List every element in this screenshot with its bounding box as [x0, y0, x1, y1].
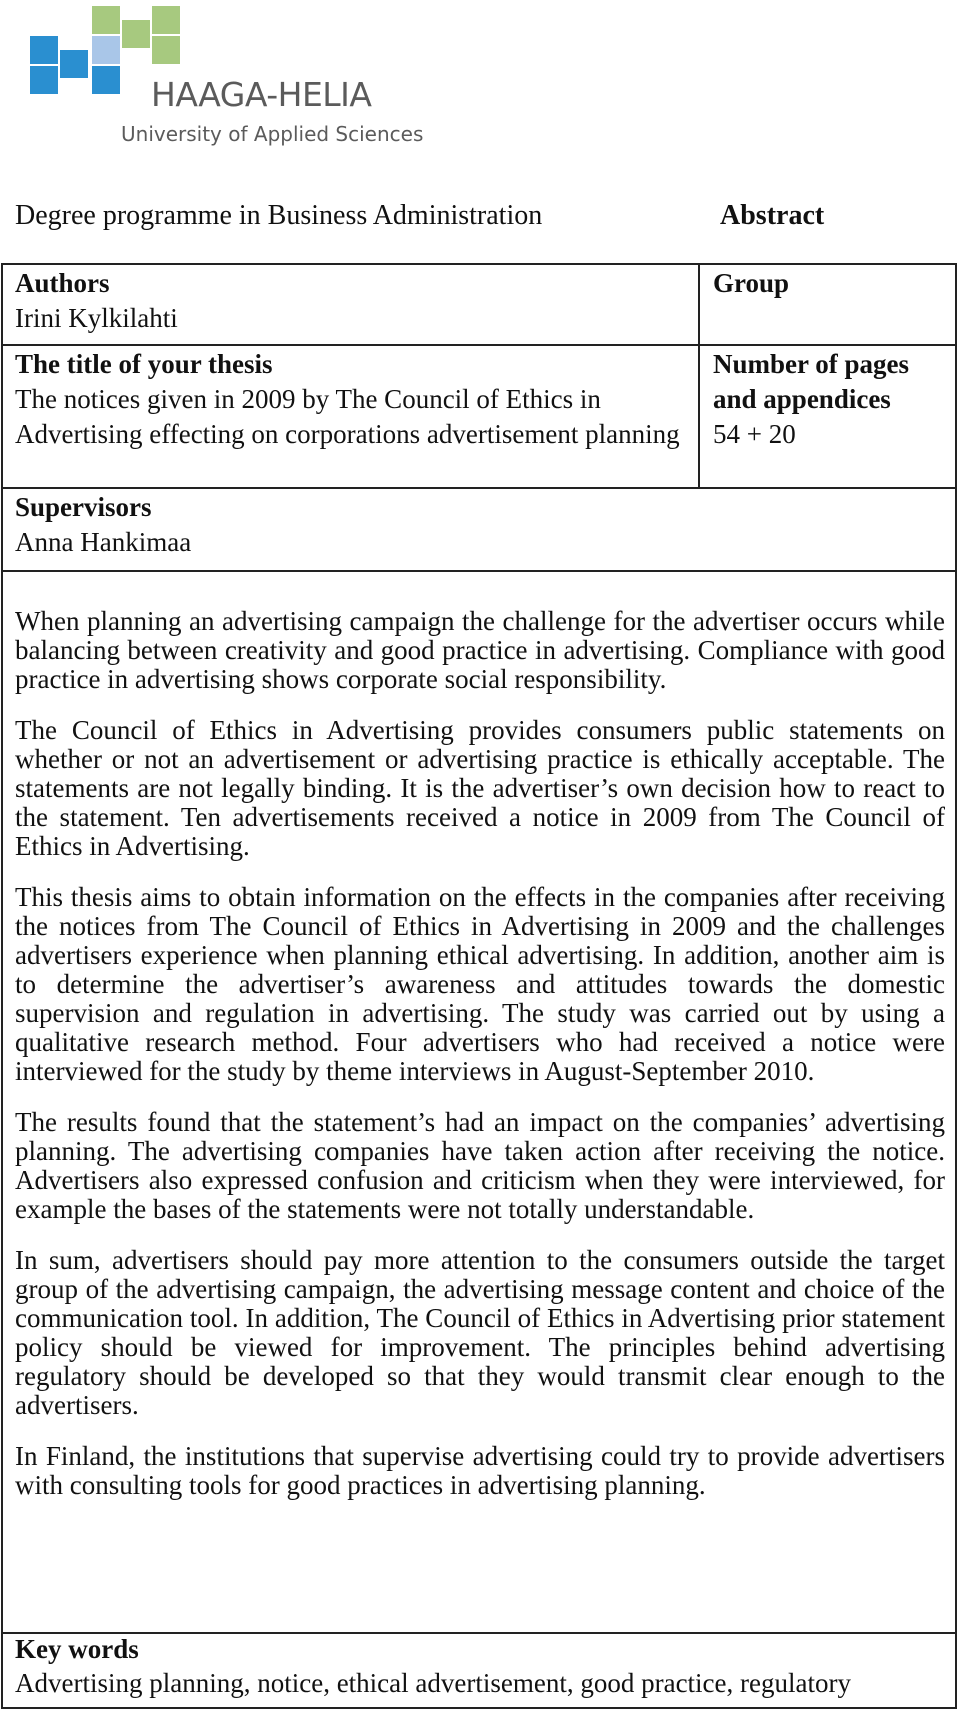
pages-cell — [713, 347, 953, 452]
logo-subtitle: University of Applied Sciences — [121, 122, 424, 146]
logo-name: HAAGA-HELIA — [151, 75, 372, 114]
logo-square — [122, 20, 150, 48]
logo-square — [30, 66, 58, 94]
keywords-value: Advertising planning, notice, ethical advertisement, good practice, regulatory — [15, 1668, 851, 1698]
table-divider — [1, 487, 957, 489]
table-column-divider — [698, 263, 700, 489]
thesis-title-label: The title of your thesis — [15, 349, 273, 379]
logo-square — [92, 6, 120, 34]
supervisors-cell — [15, 490, 945, 560]
abstract-paragraph: In sum, advertisers should pay more attention to the consumers outside the target group of the advertising campaign, the advertising message content and choice of the communication tool. In addition, The Council of Ethics in Advertising prior statement policy should be viewed for improvement. The principles behind advertising regulatory should be developed so that they would transmit clear enough to the advertisers. — [15, 1245, 945, 1420]
abstract-label: Abstract — [720, 200, 825, 231]
logo-square — [92, 66, 120, 94]
table-divider — [1, 570, 957, 572]
supervisors-label: Supervisors — [15, 492, 152, 522]
abstract-paragraph: This thesis aims to obtain information on the effects in the companies after receiving the notices from The Council of Ethics in Advertising in 2009 and the challenges advertisers experience when planning ethical advertising. In addition, another aim is to determine the advertiser’s awareness and attitudes towards the domestic supervision and regulation in advertising. The study was carried out by using a qualitative research method. Four advertisers who had received a notice were interviewed for the study by theme interviews in August-September 2010. — [15, 882, 945, 1086]
thesis-title-value: The notices given in 2009 by The Council of Ethics in Advertising effecting on corporations advertisement planning — [15, 384, 680, 449]
table-divider — [1, 344, 957, 346]
authors-value: Irini Kylkilahti — [15, 303, 178, 333]
keywords-cell — [15, 1632, 950, 1700]
logo-square — [92, 36, 120, 64]
abstract-paragraph: The results found that the statement’s had an impact on the companies’ advertising planning. The advertising companies have taken action after receiving the notice. Advertisers also expressed confusion and criticism when they were interviewed, for example the bases of the statements were not totally understandable. — [15, 1107, 945, 1224]
abstract-paragraph: The Council of Ethics in Advertising provides consumers public statements on whether or not an advertisement or advertising practice is ethically acceptable. The statements are not legally binding. It is the advertiser’s own decision how to react to the statement. Ten advertisements received a notice in 2009 from The Council of Ethics in Advertising. — [15, 715, 945, 861]
abstract-body — [15, 607, 945, 1522]
pages-label: Number of pages and appendices — [713, 349, 910, 414]
haaga-helia-logo — [30, 6, 450, 146]
degree-programme: Degree programme in Business Administration — [15, 200, 543, 231]
abstract-paragraph: In Finland, the institutions that supervise advertising could try to provide advertisers with consulting tools for good practices in advertising planning. — [15, 1441, 945, 1500]
logo-square — [60, 50, 88, 78]
logo-square — [152, 36, 180, 64]
abstract-paragraph: When planning an advertising campaign the challenge for the advertiser occurs while balancing between creativity and good practice in advertising. Compliance with good practice in advertising shows corporate social responsibility. — [15, 606, 945, 694]
pages-value: 54 + 20 — [713, 419, 796, 449]
thesis-title-cell — [15, 347, 687, 452]
group-label: Group — [713, 268, 790, 298]
logo-square — [30, 36, 58, 64]
supervisors-value: Anna Hankimaa — [15, 527, 192, 557]
logo-square — [152, 6, 180, 34]
group-cell — [713, 266, 948, 301]
authors-label: Authors — [15, 268, 110, 298]
authors-cell — [15, 266, 685, 336]
keywords-label: Key words — [15, 1634, 139, 1664]
